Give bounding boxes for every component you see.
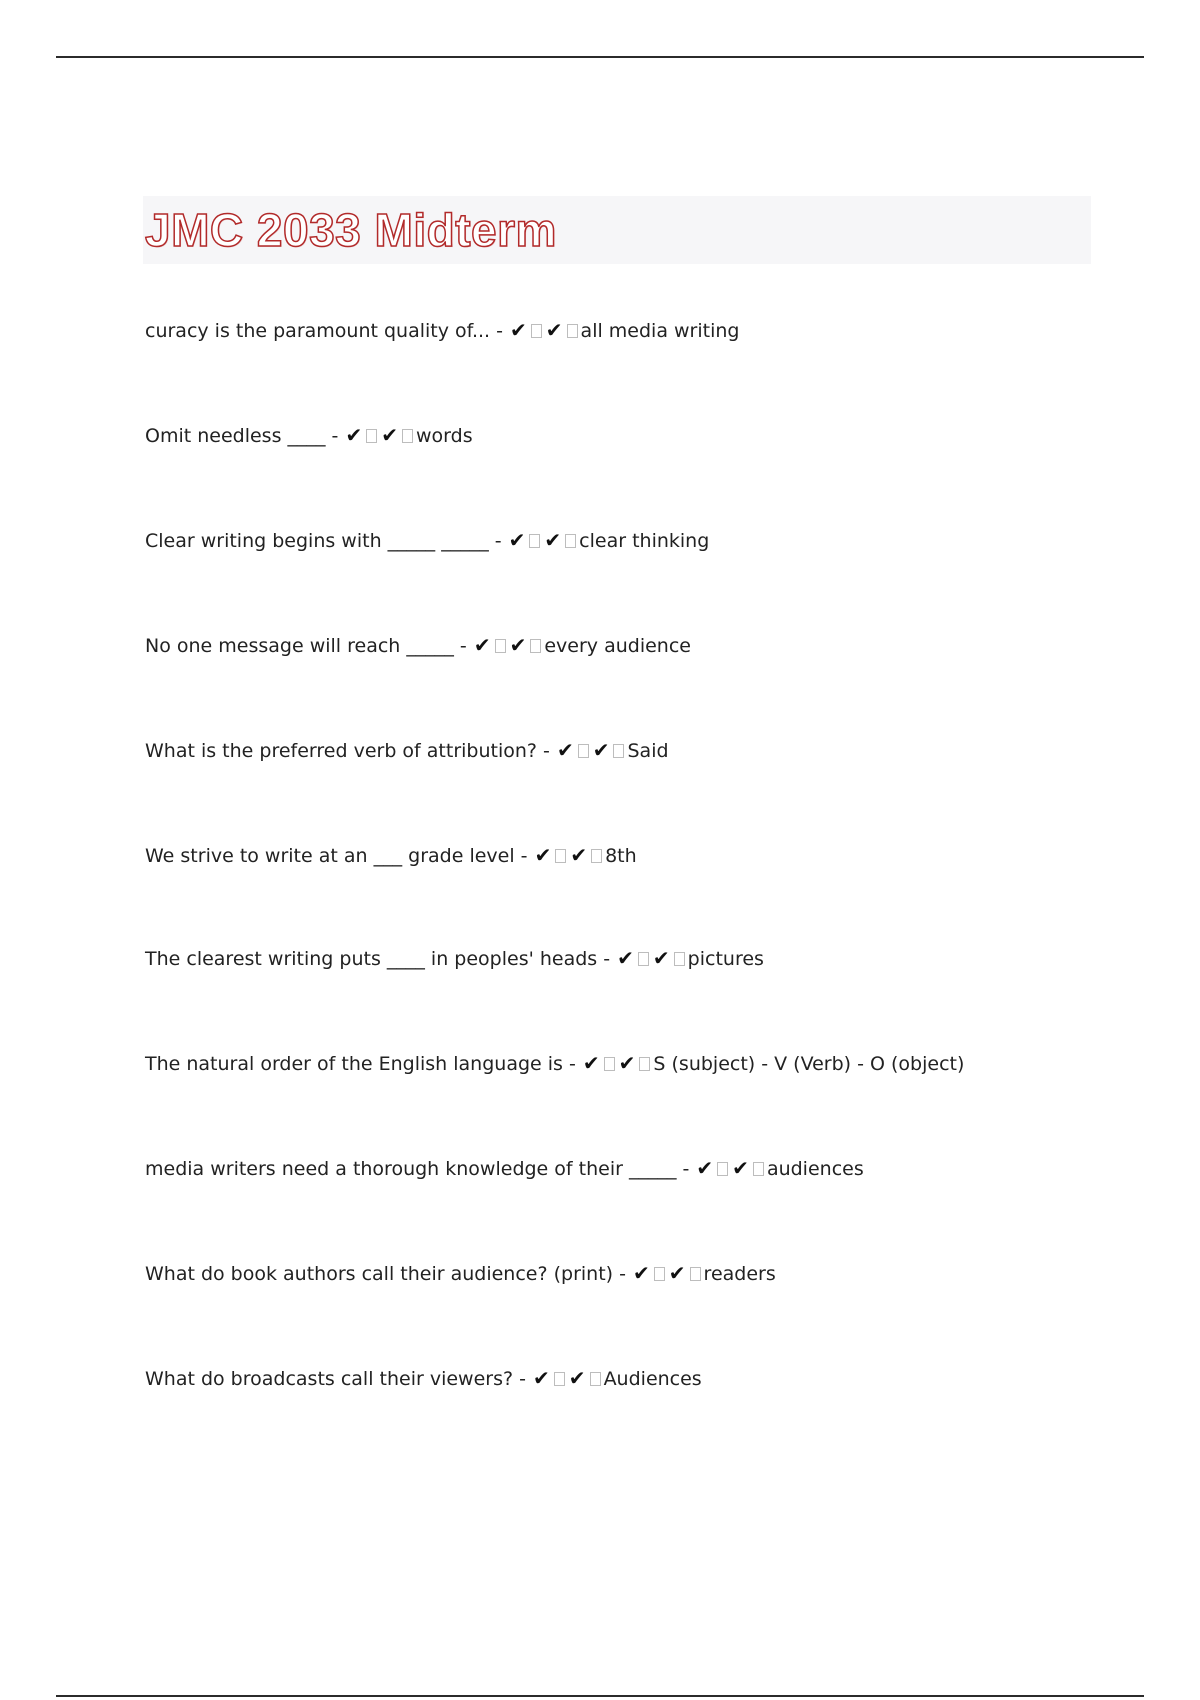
qa-item bbox=[145, 946, 764, 971]
box-icon bbox=[366, 429, 377, 443]
check-icon: ✔ bbox=[545, 318, 563, 342]
footer-rule bbox=[56, 1695, 1144, 1697]
box-icon bbox=[613, 744, 624, 758]
qa-item bbox=[145, 1261, 776, 1286]
check-icon: ✔ bbox=[510, 318, 527, 342]
check-icon: ✔ bbox=[732, 1156, 749, 1180]
box-icon bbox=[529, 534, 540, 548]
answer-text: every audience bbox=[544, 635, 691, 657]
document-title: JMC 2033 Midterm bbox=[145, 204, 557, 256]
check-icon: ✔ bbox=[533, 1366, 550, 1390]
question-text: What is the preferred verb of attribution? - bbox=[145, 740, 550, 762]
box-icon bbox=[753, 1162, 764, 1176]
box-icon bbox=[555, 849, 566, 863]
check-icon: ✔ bbox=[508, 528, 526, 552]
answer-text: all media writing bbox=[580, 320, 740, 342]
qa-item bbox=[145, 1156, 864, 1181]
question-text: The natural order of the English language is - bbox=[145, 1053, 576, 1075]
check-icon: ✔ bbox=[617, 946, 634, 970]
box-icon bbox=[638, 952, 649, 966]
answer-text: audiences bbox=[766, 1158, 864, 1180]
header-rule bbox=[56, 56, 1144, 58]
box-icon bbox=[567, 324, 578, 338]
question-text: No one message will reach _____ - bbox=[145, 635, 467, 657]
check-icon: ✔ bbox=[696, 1156, 714, 1180]
qa-item bbox=[145, 1366, 702, 1391]
check-icon: ✔ bbox=[668, 1261, 686, 1285]
box-icon bbox=[531, 324, 542, 338]
box-icon bbox=[690, 1267, 701, 1281]
question-text: Clear writing begins with _____ _____ - bbox=[145, 530, 502, 552]
answer-text: readers bbox=[703, 1263, 776, 1285]
box-icon bbox=[565, 534, 576, 548]
answer-text: 8th bbox=[605, 845, 637, 867]
box-icon bbox=[604, 1057, 615, 1071]
answer-text: clear thinking bbox=[579, 530, 710, 552]
check-icon: ✔ bbox=[652, 946, 670, 970]
check-icon: ✔ bbox=[568, 1366, 586, 1390]
check-icon: ✔ bbox=[570, 843, 588, 867]
answer-text: Audiences bbox=[603, 1368, 702, 1390]
qa-item bbox=[145, 843, 637, 868]
box-icon bbox=[495, 639, 506, 653]
qa-item bbox=[145, 738, 669, 763]
qa-item bbox=[145, 633, 691, 658]
box-icon bbox=[590, 1372, 601, 1386]
box-icon bbox=[654, 1267, 665, 1281]
box-icon bbox=[717, 1162, 728, 1176]
check-icon: ✔ bbox=[556, 738, 574, 762]
title-banner bbox=[143, 196, 1091, 264]
answer-text: words bbox=[416, 425, 473, 447]
box-icon bbox=[554, 1372, 565, 1386]
answer-text: Said bbox=[627, 740, 669, 762]
check-icon: ✔ bbox=[509, 633, 527, 657]
box-icon bbox=[578, 744, 589, 758]
qa-item bbox=[145, 318, 739, 343]
box-icon bbox=[530, 639, 541, 653]
box-icon bbox=[674, 952, 685, 966]
question-text: What do broadcasts call their viewers? - bbox=[145, 1368, 526, 1390]
check-icon: ✔ bbox=[473, 633, 491, 657]
check-icon: ✔ bbox=[381, 423, 398, 447]
check-icon: ✔ bbox=[633, 1261, 650, 1285]
check-icon: ✔ bbox=[534, 843, 552, 867]
check-icon: ✔ bbox=[544, 528, 562, 552]
box-icon bbox=[402, 429, 413, 443]
box-icon bbox=[639, 1057, 650, 1071]
question-text: media writers need a thorough knowledge of their _____ - bbox=[145, 1158, 690, 1180]
qa-item bbox=[145, 1051, 964, 1076]
check-icon: ✔ bbox=[582, 1051, 600, 1075]
question-text: We strive to write at an ___ grade level - bbox=[145, 845, 528, 867]
qa-item bbox=[145, 528, 709, 553]
box-icon bbox=[591, 849, 602, 863]
answer-text: pictures bbox=[687, 948, 764, 970]
question-text: What do book authors call their audience? (print) - bbox=[145, 1263, 626, 1285]
question-text: The clearest writing puts ____ in peoples' heads - bbox=[145, 948, 611, 970]
question-text: Omit needless ____ - bbox=[145, 425, 339, 447]
question-text: curacy is the paramount quality of... - bbox=[145, 320, 503, 342]
check-icon: ✔ bbox=[345, 423, 363, 447]
qa-item bbox=[145, 423, 473, 448]
answer-text: S (subject) - V (Verb) - O (object) bbox=[653, 1053, 965, 1075]
check-icon: ✔ bbox=[592, 738, 610, 762]
check-icon: ✔ bbox=[618, 1051, 636, 1075]
